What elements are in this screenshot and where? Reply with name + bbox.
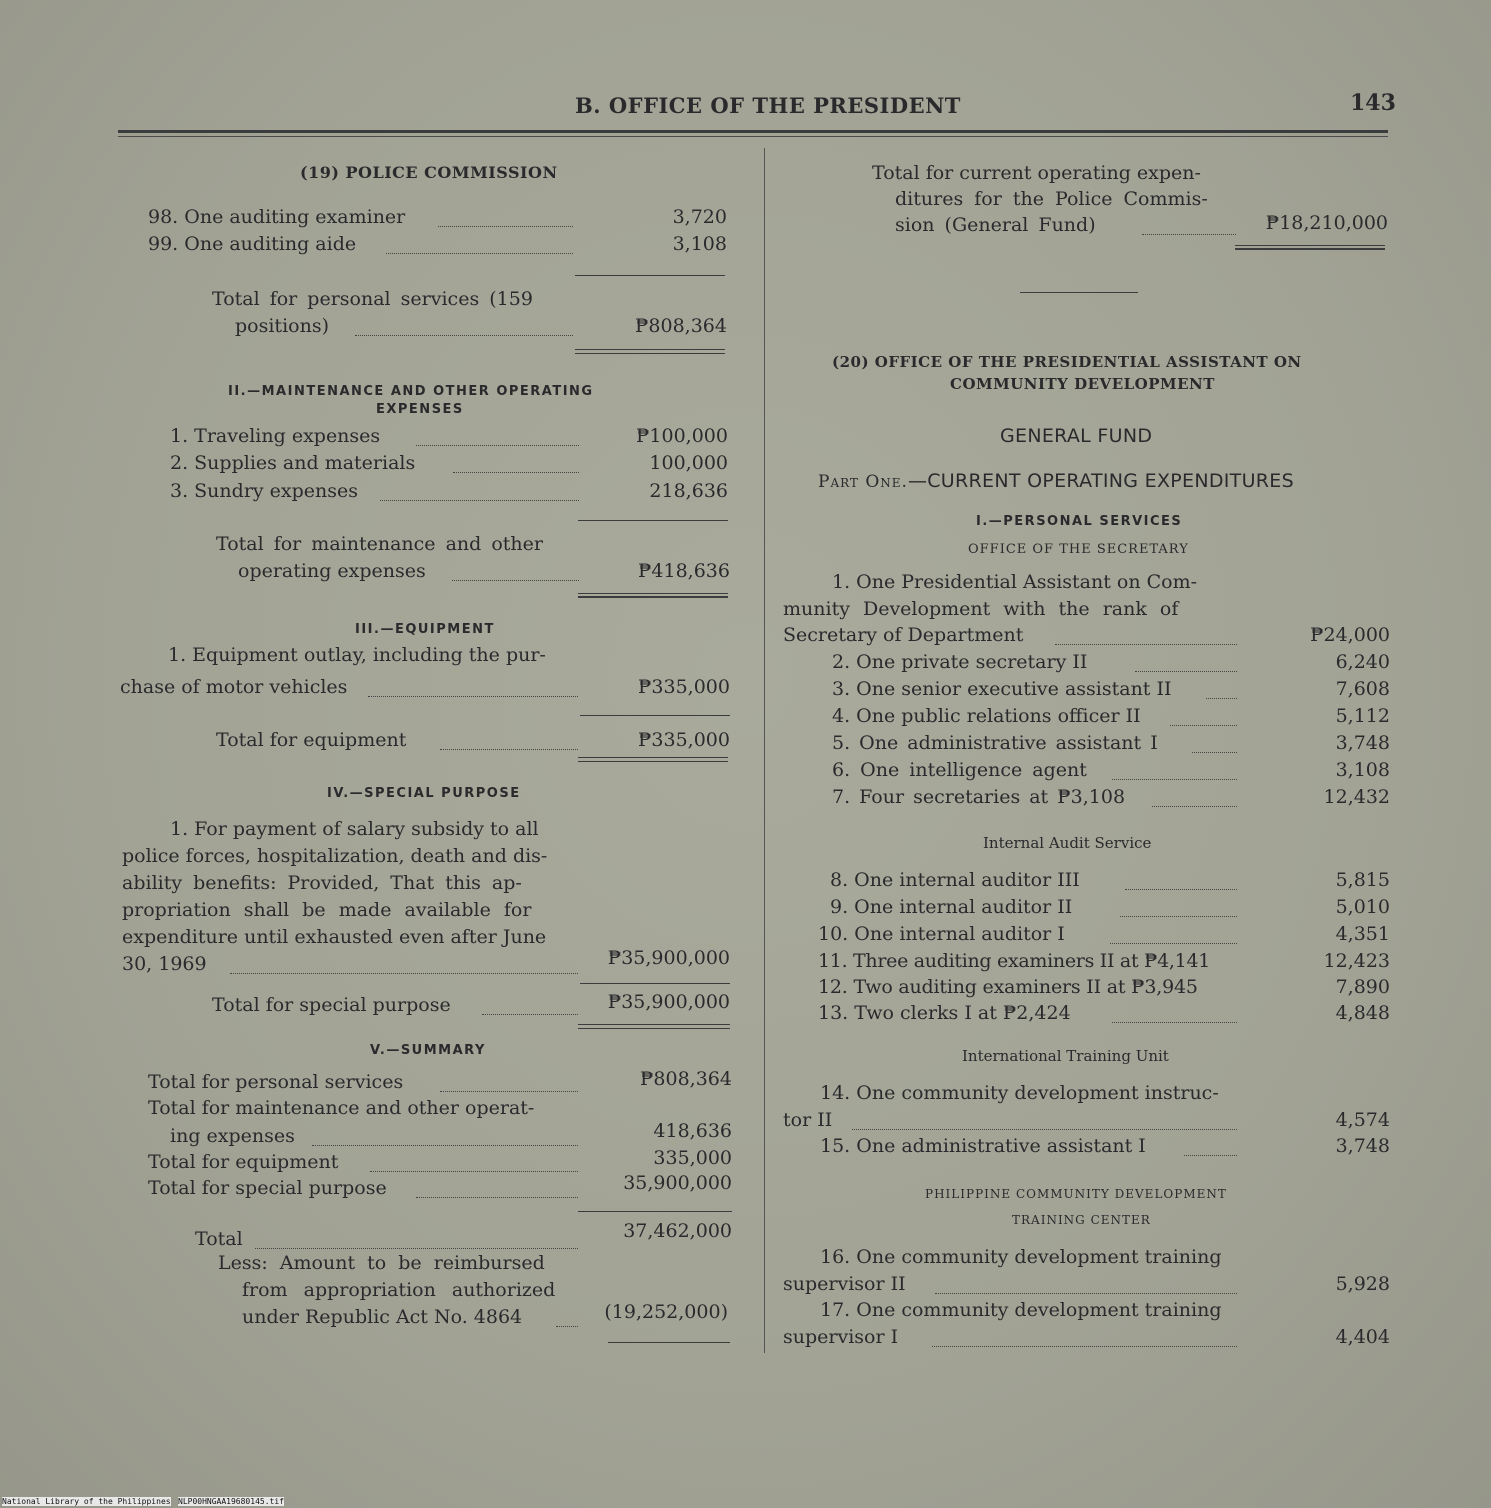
item-12-label: 12. Two auditing examiners II at ₱3,945 <box>818 976 1198 998</box>
maint-item-3-label: 3. Sundry expenses <box>170 480 359 502</box>
leader-dots <box>438 226 573 227</box>
training-unit-heading: International Training Unit <box>962 1047 1169 1065</box>
item-1-amount: ₱24,000 <box>1310 624 1390 646</box>
item-16-line1: 16. One community development training <box>820 1246 1222 1268</box>
item-10-amount: 4,351 <box>1335 923 1390 945</box>
item-12-amount: 7,890 <box>1335 976 1390 998</box>
leader-dots <box>370 1171 578 1172</box>
leader-dots <box>1125 889 1237 890</box>
total-rule <box>578 1024 730 1025</box>
maint-total-line2: operating expenses <box>238 560 426 582</box>
leader-dots <box>1170 725 1237 726</box>
pcd-heading-line2: TRAINING CENTER <box>1012 1213 1151 1227</box>
item-6-amount: 3,108 <box>1335 759 1390 781</box>
total-rule <box>575 353 725 354</box>
leader-dots <box>1192 752 1237 753</box>
special-total-label: Total for special purpose <box>212 994 451 1016</box>
item-5-label: 5. One administrative assistant I <box>832 732 1158 754</box>
item-4-label: 4. One public relations officer II <box>832 705 1141 727</box>
item-3-amount: 7,608 <box>1335 678 1390 700</box>
leader-dots <box>368 696 578 697</box>
special-line5: expenditure until exhausted even after June <box>122 926 547 948</box>
special-line6: 30, 1969 <box>122 953 207 975</box>
item-13-label: 13. Two clerks I at ₱2,424 <box>818 1002 1071 1024</box>
total-rule <box>575 349 725 350</box>
cur-total-line2: ditures for the Police Commis- <box>895 188 1208 210</box>
footer-source: National Library of the Philippines <box>2 1497 171 1506</box>
personal-total-line2: positions) <box>235 315 329 337</box>
total-rule <box>1235 248 1385 250</box>
item-13-amount: 4,848 <box>1335 1002 1390 1024</box>
general-fund-heading: GENERAL FUND <box>1000 425 1153 447</box>
maint-item-1-amount: ₱100,000 <box>636 425 728 447</box>
part-one-prefix: Part One. <box>818 472 908 492</box>
summary-special-label: Total for special purpose <box>148 1177 387 1199</box>
special-line3: ability benefits: Provided, That this ap- <box>122 872 522 894</box>
special-line2: police forces, hospitalization, death and dis- <box>122 845 548 867</box>
less-line3: under Republic Act No. 4864 <box>242 1306 523 1328</box>
section-title-police-commission: (19) POLICE COMMISSION <box>300 163 558 182</box>
maint-item-1-label: 1. Traveling expenses <box>170 425 381 447</box>
leader-dots <box>453 472 579 473</box>
item-8-label: 8. One internal auditor III <box>830 869 1080 891</box>
item-2-amount: 6,240 <box>1335 651 1390 673</box>
total-rule <box>578 761 728 762</box>
maint-item-2-amount: 100,000 <box>649 452 728 474</box>
section-separator <box>1020 292 1138 293</box>
leader-dots <box>255 1248 578 1249</box>
item-9-label: 9. One internal auditor II <box>830 896 1073 918</box>
item-99-amount: 3,108 <box>672 233 727 255</box>
leader-dots <box>416 1197 578 1198</box>
summary-personal-label: Total for personal services <box>148 1071 404 1093</box>
part-one-heading <box>818 470 1294 492</box>
summary-personal-amount: ₱808,364 <box>640 1068 732 1090</box>
personal-services-heading: I.—PERSONAL SERVICES <box>976 514 1183 529</box>
total-rule <box>578 757 728 758</box>
leader-dots <box>935 1293 1237 1294</box>
item-98-label: 98. One auditing examiner <box>148 206 406 228</box>
item-16-amount: 5,928 <box>1335 1273 1390 1295</box>
item-14-line2: tor II <box>783 1109 833 1131</box>
section-title-community-dev-line1: (20) OFFICE OF THE PRESIDENTIAL ASSISTANT ON <box>832 353 1302 371</box>
leader-dots <box>852 1129 1237 1130</box>
item-11-amount: 12,423 <box>1323 950 1390 972</box>
item-1-line3: Secretary of Department <box>783 624 1024 646</box>
special-line1: 1. For payment of salary subsidy to all <box>170 818 539 840</box>
section-title-community-dev-line2: COMMUNITY DEVELOPMENT <box>950 375 1215 393</box>
summary-maint-amount: 418,636 <box>653 1120 732 1142</box>
less-amount: (19,252,000) <box>604 1301 728 1323</box>
pcd-heading-line1: PHILIPPINE COMMUNITY DEVELOPMENT <box>925 1187 1227 1201</box>
office-secretary-heading: OFFICE OF THE SECRETARY <box>968 542 1189 557</box>
footer-file: NLP00HNGAA19680145.tif <box>178 1497 284 1506</box>
maint-item-3-amount: 218,636 <box>649 480 728 502</box>
leader-dots <box>1206 698 1237 699</box>
maint-item-2-label: 2. Supplies and materials <box>170 452 416 474</box>
special-total-amount: ₱35,900,000 <box>607 991 730 1013</box>
maintenance-heading-line2: EXPENSES <box>376 402 464 417</box>
subtotal-rule <box>580 715 730 716</box>
item-11-label: 11. Three auditing examiners II at ₱4,141 <box>818 950 1211 972</box>
leader-dots <box>312 1145 578 1146</box>
leader-dots <box>932 1346 1237 1347</box>
item-14-line1: 14. One community development instruc- <box>820 1082 1219 1104</box>
page-number: 143 <box>1350 90 1396 116</box>
item-17-line2: supervisor I <box>783 1326 899 1348</box>
summary-maint-label-line1: Total for maintenance and other operat- <box>148 1097 535 1119</box>
item-9-amount: 5,010 <box>1335 896 1390 918</box>
leader-dots <box>1152 806 1237 807</box>
leader-dots <box>355 335 573 336</box>
special-purpose-heading: IV.—SPECIAL PURPOSE <box>327 786 521 801</box>
item-5-amount: 3,748 <box>1335 732 1390 754</box>
maintenance-heading-line1: II.—MAINTENANCE AND OTHER OPERATING <box>228 384 594 399</box>
leader-dots <box>386 253 573 254</box>
item-3-label: 3. One senior executive assistant II <box>832 678 1172 700</box>
leader-dots <box>1055 644 1237 645</box>
final-rule <box>608 1342 730 1343</box>
leader-dots <box>1110 943 1237 944</box>
leader-dots <box>440 1091 578 1092</box>
less-line1: Less: Amount to be reimbursed <box>218 1252 545 1274</box>
total-rule <box>578 596 728 598</box>
item-7-amount: 12,432 <box>1323 786 1390 808</box>
item-16-line2: supervisor II <box>783 1273 906 1295</box>
summary-maint-label-line2: ing expenses <box>170 1125 295 1147</box>
item-15-amount: 3,748 <box>1335 1135 1390 1157</box>
equip-total-amount: ₱335,000 <box>638 729 730 751</box>
leader-dots <box>482 1014 578 1015</box>
item-10-label: 10. One internal auditor I <box>818 923 1065 945</box>
less-line2: from appropriation authorized <box>242 1279 556 1301</box>
item-6-label: 6. One intelligence agent <box>832 759 1087 781</box>
item-99-label: 99. One auditing aide <box>148 233 357 255</box>
item-17-line1: 17. One community development training <box>820 1299 1222 1321</box>
subtotal-rule <box>578 1211 732 1212</box>
item-8-amount: 5,815 <box>1335 869 1390 891</box>
item-15-label: 15. One administrative assistant I <box>820 1135 1146 1157</box>
item-98-amount: 3,720 <box>672 206 727 228</box>
maint-total-amount: ₱418,636 <box>638 560 730 582</box>
total-rule <box>578 593 728 594</box>
internal-audit-heading: Internal Audit Service <box>983 834 1152 852</box>
leader-dots <box>556 1326 578 1327</box>
leader-dots <box>1135 671 1237 672</box>
item-17-amount: 4,404 <box>1335 1326 1390 1348</box>
equip-amount: ₱335,000 <box>638 676 730 698</box>
total-rule <box>578 1028 730 1029</box>
item-2-label: 2. One private secretary II <box>832 651 1088 673</box>
item-1-line1: 1. One Presidential Assistant on Com- <box>832 571 1198 593</box>
equipment-heading: III.—EQUIPMENT <box>355 622 495 637</box>
leader-dots <box>416 445 579 446</box>
leader-dots <box>1142 234 1236 235</box>
page-header-title: B. OFFICE OF THE PRESIDENT <box>575 93 961 118</box>
maint-total-line1: Total for maintenance and other <box>216 533 543 555</box>
header-rule-thin <box>118 136 1388 137</box>
personal-total-amount: ₱808,364 <box>635 315 727 337</box>
summary-equip-amount: 335,000 <box>653 1147 732 1169</box>
grand-total-label: Total <box>195 1228 243 1250</box>
subtotal-rule <box>580 983 730 984</box>
item-14-amount: 4,574 <box>1335 1109 1390 1131</box>
total-rule <box>1235 245 1385 246</box>
leader-dots <box>1112 779 1237 780</box>
personal-total-line1: Total for personal services (159 <box>212 288 533 310</box>
special-amount: ₱35,900,000 <box>607 947 730 969</box>
equip-line2: chase of motor vehicles <box>120 676 348 698</box>
cur-total-line3: sion (General Fund) <box>895 214 1096 236</box>
summary-special-amount: 35,900,000 <box>623 1172 732 1194</box>
equip-line1: 1. Equipment outlay, including the pur- <box>168 644 546 666</box>
grand-total-amount: 37,462,000 <box>623 1220 732 1242</box>
cur-total-line1: Total for current operating expen- <box>872 162 1201 184</box>
leader-dots <box>440 749 578 750</box>
leader-dots <box>1112 1022 1237 1023</box>
subtotal-rule <box>575 275 725 276</box>
special-line4: propriation shall be made available for <box>122 899 532 921</box>
equip-total-label: Total for equipment <box>216 729 407 751</box>
summary-equip-label: Total for equipment <box>148 1151 339 1173</box>
part-one-title: —CURRENT OPERATING EXPENDITURES <box>907 470 1294 492</box>
leader-dots <box>230 973 578 974</box>
header-rule <box>118 130 1388 133</box>
item-1-line2: munity Development with the rank of <box>783 598 1179 620</box>
cur-total-amount: ₱18,210,000 <box>1265 212 1388 234</box>
leader-dots <box>380 500 579 501</box>
subtotal-rule <box>578 520 728 521</box>
leader-dots <box>452 580 579 581</box>
summary-heading: V.—SUMMARY <box>370 1043 486 1058</box>
item-4-amount: 5,112 <box>1335 705 1390 727</box>
item-7-label: 7. Four secretaries at ₱3,108 <box>832 786 1126 808</box>
leader-dots <box>1120 916 1237 917</box>
leader-dots <box>1184 1155 1237 1156</box>
column-divider <box>764 148 765 1353</box>
